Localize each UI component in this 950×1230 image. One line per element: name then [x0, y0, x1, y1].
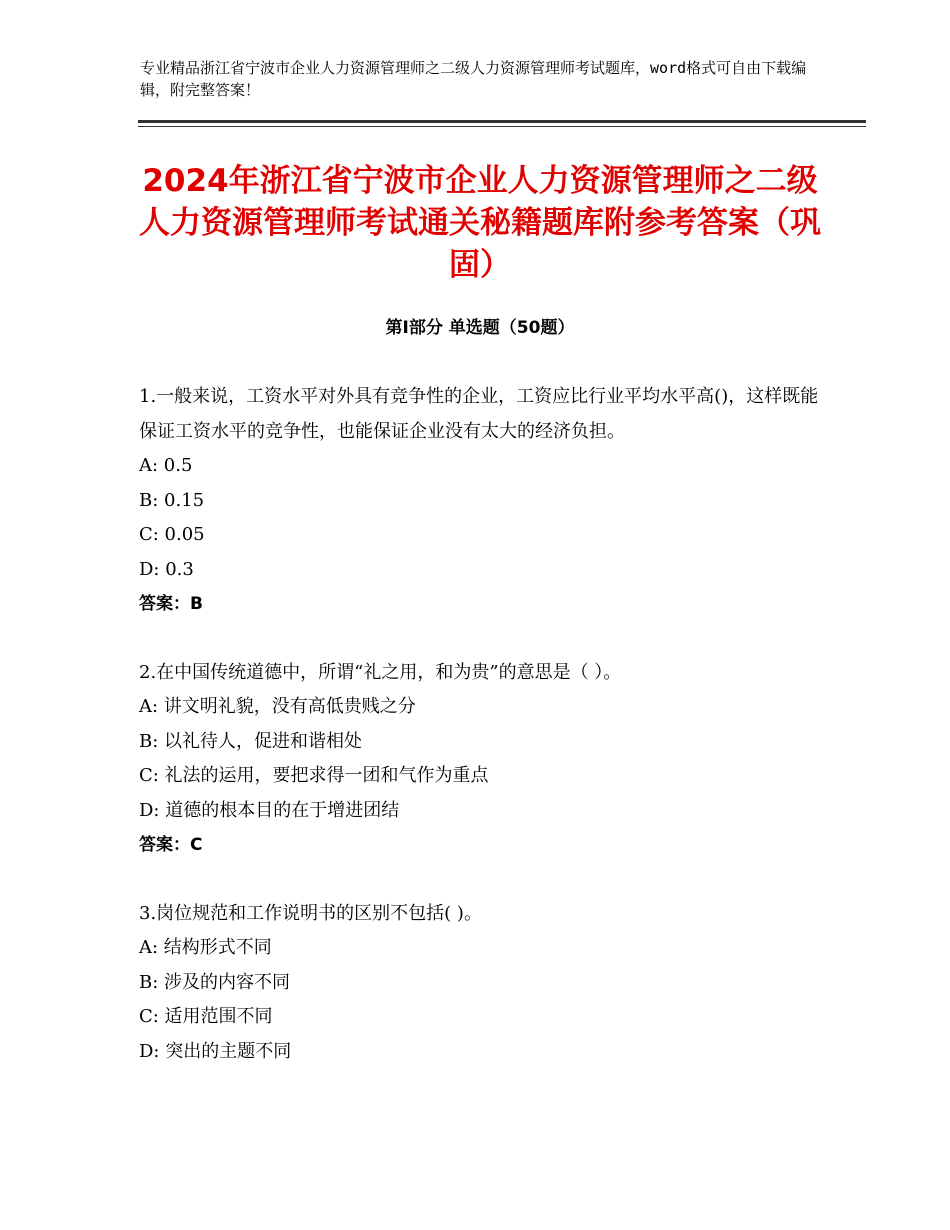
option-b: B: 涉及的内容不同: [139, 971, 291, 993]
question-3: [139, 897, 819, 1070]
option-d: D: 突出的主题不同: [139, 1040, 292, 1062]
header-divider-thin: [138, 126, 866, 127]
question-stem: 1.一般来说，工资水平对外具有竞争性的企业，工资应比行业平均水平高()，这样既能保证工资水平的竞争性，也能保证企业没有太大的经济负担。: [139, 386, 819, 442]
option-b: B: 0.15: [139, 489, 205, 511]
option-d: D: 0.3: [139, 558, 194, 580]
option-c: C: 0.05: [139, 524, 205, 545]
answer-label: 答案：C: [139, 835, 203, 855]
question-spacer: [139, 863, 819, 897]
document-title: 2024年浙江省宁波市企业人力资源管理师之二级人力资源管理师考试通关秘籍题库附参考答案（巩固）: [139, 163, 821, 283]
question-spacer: [139, 622, 819, 656]
question-1: [139, 380, 819, 622]
option-d: D: 道德的根本目的在于增进团结: [139, 799, 400, 821]
question-2: [139, 656, 819, 863]
option-c: C: 礼法的运用，要把求得一团和气作为重点: [139, 765, 489, 786]
option-a: A: 0.5: [139, 455, 193, 476]
question-stem: 3.岗位规范和工作说明书的区别不包括( )。: [139, 902, 482, 924]
header-note: 专业精品浙江省宁波市企业人力资源管理师之二级人力资源管理师考试题库，word格式可自由下载编辑，附完整答案！: [140, 59, 807, 99]
section-title: 第Ⅰ部分 单选题（50题）: [385, 318, 575, 338]
option-a: A: 结构形式不同: [139, 937, 272, 958]
header-divider-thick: [138, 120, 866, 123]
option-c: C: 适用范围不同: [139, 1006, 273, 1027]
answer-label: 答案：B: [139, 594, 203, 614]
question-stem: 2.在中国传统道德中，所谓“礼之用，和为贵”的意思是（ ）。: [139, 661, 622, 683]
option-b: B: 以礼待人，促进和谐相处: [139, 730, 363, 752]
option-a: A: 讲文明礼貌，没有高低贵贱之分: [139, 696, 416, 717]
question-list: [139, 380, 819, 1069]
